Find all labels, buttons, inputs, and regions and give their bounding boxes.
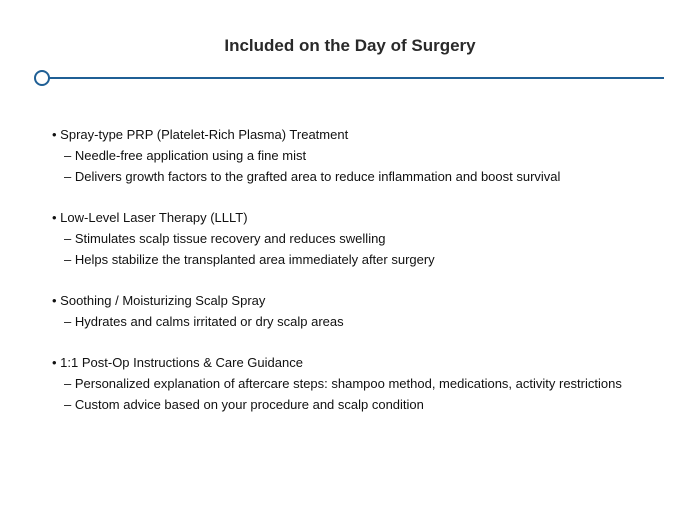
service-detail: – Delivers growth factors to the grafted area to reduce inflammation and boost survival (64, 169, 561, 184)
divider-line (44, 77, 664, 79)
service-heading: • Spray-type PRP (Platelet-Rich Plasma) Treatment (52, 127, 349, 142)
service-item-post-op (52, 352, 682, 415)
title-divider (32, 70, 664, 86)
service-detail: – Hydrates and calms irritated or dry scalp areas (64, 314, 344, 329)
service-detail: – Needle-free application using a fine mist (64, 148, 307, 163)
service-heading: • 1:1 Post-Op Instructions & Care Guidance (52, 355, 303, 370)
service-item-prp (52, 124, 682, 187)
service-detail: – Custom advice based on your procedure and scalp condition (64, 397, 424, 412)
service-detail: – Helps stabilize the transplanted area immediately after surgery (64, 252, 435, 267)
service-item-scalp-spray (52, 290, 682, 332)
service-detail: – Personalized explanation of aftercare steps: shampoo method, medications, activity restrictions (64, 376, 622, 391)
service-heading: • Low-Level Laser Therapy (LLLT) (52, 210, 248, 225)
included-services-list (52, 124, 682, 435)
service-item-lllt (52, 207, 682, 270)
page-title: Included on the Day of Surgery (224, 36, 476, 55)
divider-circle-icon (34, 70, 50, 86)
service-heading: • Soothing / Moisturizing Scalp Spray (52, 293, 266, 308)
service-detail: – Stimulates scalp tissue recovery and reduces swelling (64, 231, 386, 246)
